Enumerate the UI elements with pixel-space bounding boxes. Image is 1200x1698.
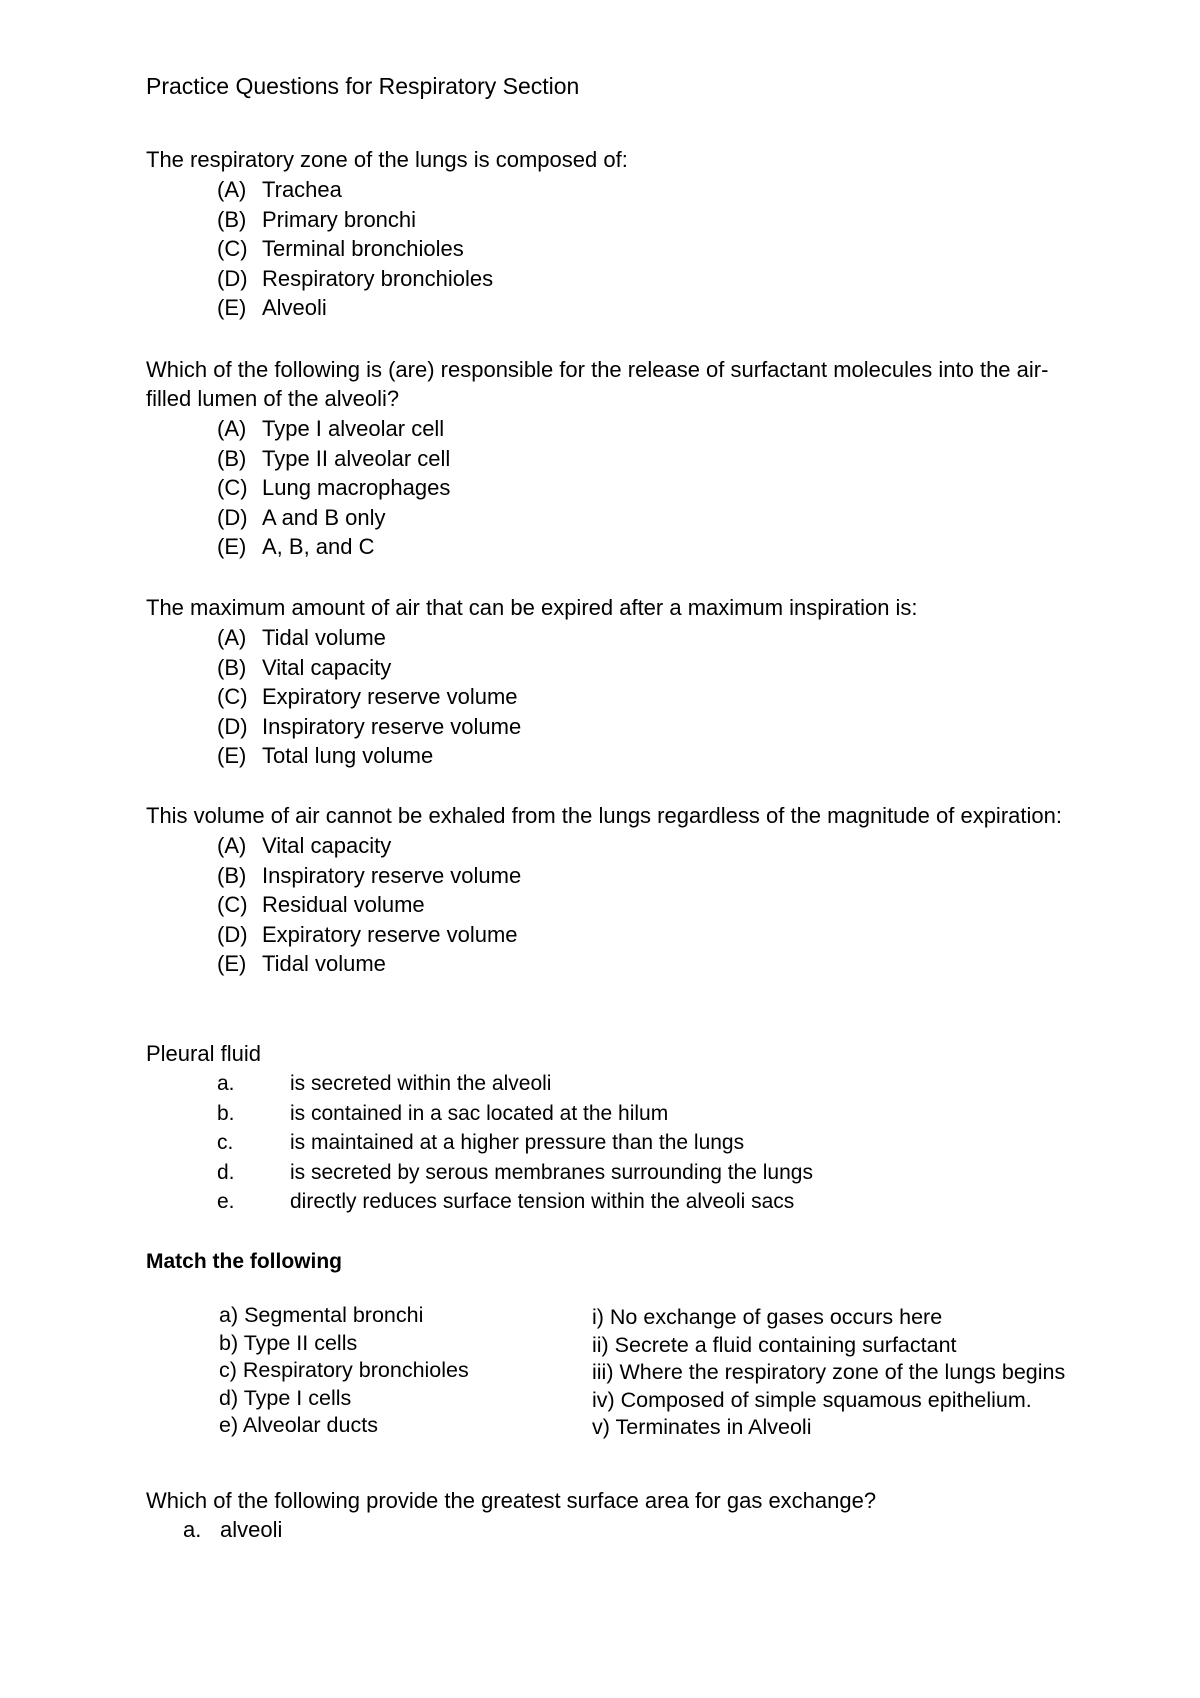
option-item: (D) Expiratory reserve volume: [217, 921, 518, 947]
option-item: c. is maintained at a higher pressure than the lungs: [217, 1131, 745, 1154]
option-item: (B) Vital capacity: [217, 654, 392, 680]
option-item: a. alveoli: [183, 1517, 283, 1542]
option-item: (C) Terminal bronchioles: [217, 236, 464, 261]
question-1: [146, 145, 1076, 323]
option-list: [217, 1069, 1076, 1217]
question-3: [146, 593, 1076, 771]
match-right-item: ii) Secrete a fluid containing surfactant: [592, 1332, 957, 1357]
option-item: e. directly reduces surface tension within the alveoli sacs: [217, 1190, 795, 1213]
match-right-item: iv) Composed of simple squamous epithelium.: [592, 1387, 1032, 1412]
question-5: [146, 1039, 1076, 1217]
option-item: a. is secreted within the alveoli: [217, 1072, 552, 1095]
match-left-column: [219, 1302, 469, 1440]
question-stem: The maximum amount of air that can be expired after a maximum inspiration is:: [146, 595, 918, 620]
option-item: (C) Residual volume: [217, 892, 425, 917]
document-title: Practice Questions for Respiratory Section: [146, 73, 580, 99]
question-stem: Pleural fluid: [146, 1041, 261, 1066]
question-7: [146, 1486, 1076, 1544]
option-item: (E) Tidal volume: [217, 951, 386, 976]
question-stem: Which of the following is (are) responsible for the release of surfactant molecules into the air-filled lumen of the alveoli?: [146, 357, 1049, 411]
match-left-item: c) Respiratory bronchioles: [219, 1358, 469, 1383]
option-item: (A) Type I alveolar cell: [217, 416, 445, 441]
option-list: [217, 414, 1076, 562]
match-left-item: d) Type I cells: [219, 1385, 352, 1410]
option-item: d. is secreted by serous membranes surrounding the lungs: [217, 1160, 813, 1184]
option-list: [217, 175, 1076, 323]
option-item: (D) Inspiratory reserve volume: [217, 713, 522, 739]
option-item: (E) A, B, and C: [217, 534, 375, 559]
option-list: [217, 623, 1076, 771]
option-item: (C) Lung macrophages: [217, 475, 451, 500]
option-item: (B) Type II alveolar cell: [217, 445, 451, 471]
question-stem: This volume of air cannot be exhaled from the lungs regardless of the magnitude of expiration:: [146, 803, 1062, 828]
option-list: [217, 831, 1076, 979]
question-2: [146, 355, 1076, 562]
option-item: (B) Primary bronchi: [217, 206, 417, 232]
option-item: (A) Trachea: [217, 177, 342, 202]
match-left-item: e) Alveolar ducts: [219, 1413, 378, 1438]
option-item: (E) Alveoli: [217, 295, 327, 320]
option-item: (A) Vital capacity: [217, 833, 392, 858]
option-item: (E) Total lung volume: [217, 743, 434, 768]
match-right-item: iii) Where the respiratory zone of the lungs begins: [592, 1360, 1066, 1385]
option-item: (A) Tidal volume: [217, 625, 386, 650]
option-item: (D) A and B only: [217, 504, 386, 530]
question-stem: The respiratory zone of the lungs is composed of:: [146, 147, 628, 172]
match-right-item: i) No exchange of gases occurs here: [592, 1305, 943, 1329]
option-item: (B) Inspiratory reserve volume: [217, 862, 522, 888]
match-right-column: [592, 1304, 1065, 1442]
question-stem: Which of the following provide the greatest surface area for gas exchange?: [146, 1488, 877, 1513]
match-left-item: b) Type II cells: [219, 1330, 358, 1355]
match-left-item: a) Segmental bronchi: [219, 1303, 424, 1327]
match-right-item: v) Terminates in Alveoli: [592, 1415, 812, 1440]
option-item: b. is contained in a sac located at the hilum: [217, 1101, 669, 1125]
match-heading: Match the following: [146, 1250, 342, 1273]
option-item: (C) Expiratory reserve volume: [217, 684, 518, 709]
option-item: (D) Respiratory bronchioles: [217, 265, 494, 291]
question-4: [146, 801, 1076, 979]
